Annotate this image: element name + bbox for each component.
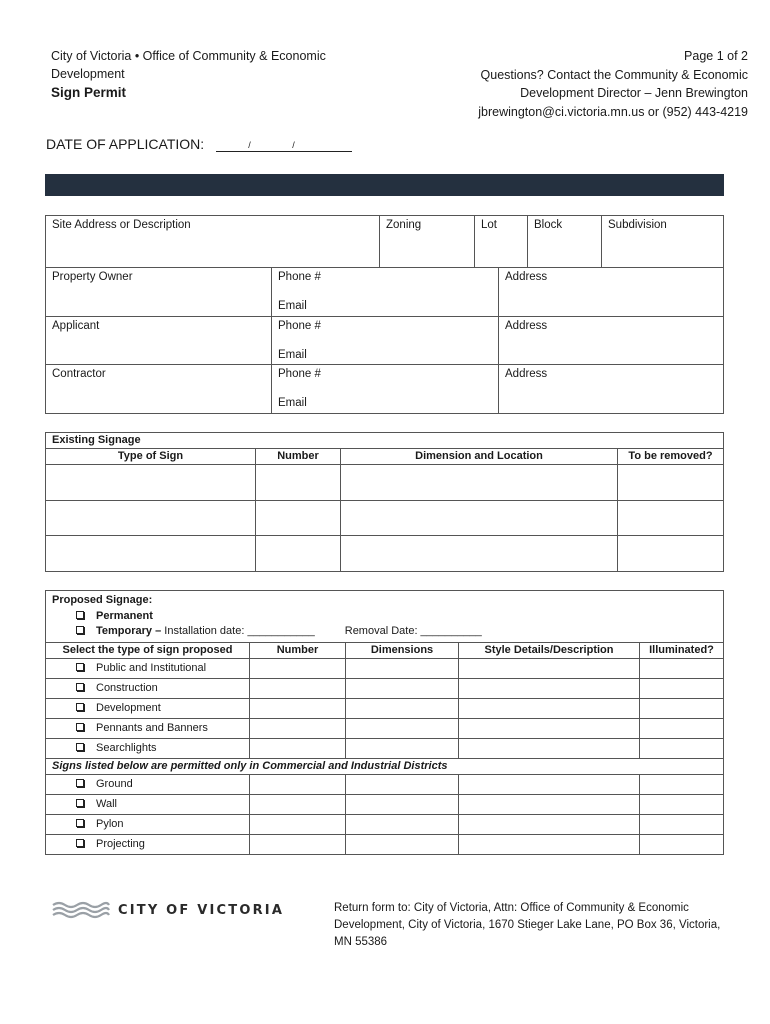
cell[interactable] [640, 678, 724, 698]
col-dimension: Dimension and Location [341, 449, 618, 465]
lot-label: Lot [481, 219, 497, 231]
sign-type-row [46, 814, 724, 834]
header-left [51, 47, 381, 102]
temporary-option[interactable] [52, 624, 717, 640]
role-field[interactable] [46, 365, 272, 414]
sign-type-label: Wall [96, 798, 117, 810]
sign-type-row [46, 718, 724, 738]
sign-type-row [46, 678, 724, 698]
cell[interactable] [250, 658, 346, 678]
return-line-3: MN 55386 [334, 936, 388, 948]
form-title: Sign Permit [51, 85, 127, 100]
removal-date[interactable]: Removal Date: __________ [344, 625, 482, 637]
col-style: Style Details/Description [459, 642, 640, 658]
cell[interactable] [459, 834, 640, 854]
date-label: DATE OF APPLICATION: [46, 136, 205, 152]
role-label: Applicant [52, 319, 100, 332]
existing-signage-table [45, 432, 724, 572]
sign-type-label: Searchlights [96, 742, 157, 754]
cell[interactable] [250, 738, 346, 758]
sign-type-option[interactable] [46, 718, 250, 738]
cell[interactable] [256, 465, 341, 501]
cell[interactable] [459, 794, 640, 814]
cell[interactable] [618, 500, 724, 536]
org-line-2: Development [51, 67, 125, 81]
cell[interactable] [640, 774, 724, 794]
cell[interactable] [346, 678, 459, 698]
cell[interactable] [618, 536, 724, 572]
contact-line-1: Questions? Contact the Community & Economic [480, 67, 748, 82]
cell[interactable] [459, 774, 640, 794]
email-label: Email [278, 300, 307, 312]
lot-field[interactable] [475, 216, 528, 268]
cell[interactable] [250, 834, 346, 854]
sign-type-label: Projecting [96, 838, 145, 850]
permanent-label: Permanent [96, 609, 153, 622]
sign-type-option[interactable] [46, 774, 250, 794]
parties-table [45, 267, 724, 414]
role-label: Property Owner [52, 271, 133, 283]
cell[interactable] [346, 738, 459, 758]
checkbox-icon[interactable] [76, 799, 84, 807]
address-label: Address [505, 271, 548, 283]
site-address-field[interactable] [46, 216, 380, 268]
district-note: Signs listed below are permitted only in Commercial and Industrial Districts [46, 758, 724, 774]
checkbox-icon[interactable] [76, 703, 84, 711]
sign-type-row [46, 658, 724, 678]
block-label: Block [534, 219, 563, 231]
checkbox-icon[interactable] [76, 723, 84, 731]
checkbox-icon[interactable] [76, 626, 84, 634]
role-field[interactable] [46, 316, 272, 365]
temporary-label: Temporary – [96, 625, 162, 637]
cell[interactable] [459, 658, 640, 678]
checkbox-icon[interactable] [76, 683, 84, 691]
cell[interactable] [459, 814, 640, 834]
address-label: Address [505, 319, 548, 332]
cell[interactable] [250, 678, 346, 698]
page-number: Page 1 of 2 [684, 49, 748, 63]
wave-logo-icon [52, 900, 110, 920]
site-address-label: Site Address or Description [52, 219, 191, 231]
col-number: Number [250, 642, 346, 658]
address-field[interactable] [499, 268, 724, 317]
cell[interactable] [640, 738, 724, 758]
contact-field[interactable] [272, 365, 499, 414]
contact-line-2: Development Director – Jenn Brewington [520, 86, 748, 100]
site-table [45, 215, 724, 268]
cell[interactable] [341, 465, 618, 501]
sign-type-option[interactable] [46, 794, 250, 814]
header-right [418, 47, 748, 121]
contact-field[interactable] [272, 316, 499, 365]
col-remove: To be removed? [618, 449, 724, 465]
org-line-1: City of Victoria • Office of Community & Economic [51, 49, 326, 63]
city-logo [52, 900, 284, 920]
checkbox-icon[interactable] [76, 611, 84, 619]
sign-type-row [46, 738, 724, 758]
cell[interactable] [618, 465, 724, 501]
cell[interactable] [346, 794, 459, 814]
permanent-option[interactable] [52, 609, 717, 625]
cell[interactable] [250, 698, 346, 718]
contact-email-phone: jbrewington@ci.victoria.mn.us or (952) 443-4219 [478, 104, 748, 119]
logo-text: CITY OF VICTORIA [118, 902, 285, 918]
email-label: Email [278, 397, 307, 409]
proposed-signage-table [45, 590, 724, 855]
cell[interactable] [346, 774, 459, 794]
col-number: Number [256, 449, 341, 465]
phone-label: Phone # [278, 319, 321, 332]
proposed-caption: Proposed Signage: [52, 594, 153, 606]
table-row [46, 500, 724, 536]
table-row [46, 465, 724, 501]
cell[interactable] [640, 718, 724, 738]
return-line-1: Return form to: City of Victoria, Attn: Office of Community & Economic [334, 902, 689, 914]
party-row [46, 365, 724, 414]
cell[interactable] [640, 658, 724, 678]
col-illuminated: Illuminated? [640, 642, 724, 658]
date-field[interactable] [216, 136, 352, 152]
sign-type-row [46, 774, 724, 794]
party-row [46, 268, 724, 317]
cell[interactable] [346, 658, 459, 678]
cell[interactable] [341, 536, 618, 572]
cell[interactable] [459, 738, 640, 758]
party-row [46, 316, 724, 365]
sign-type-label: Development [96, 702, 161, 714]
checkbox-icon[interactable] [76, 743, 84, 751]
cell[interactable] [46, 465, 256, 501]
sign-type-row [46, 794, 724, 814]
col-type: Type of Sign [46, 449, 256, 465]
cell[interactable] [459, 698, 640, 718]
cell[interactable] [341, 500, 618, 536]
subdivision-field[interactable] [602, 216, 724, 268]
return-line-2: Development, City of Victoria, 1670 Stieger Lake Lane, PO Box 36, Victoria, [334, 919, 721, 931]
address-field[interactable] [499, 316, 724, 365]
proposed-options [46, 591, 724, 643]
cell[interactable] [46, 500, 256, 536]
cell[interactable] [346, 698, 459, 718]
sign-type-option[interactable] [46, 834, 250, 854]
cell[interactable] [250, 814, 346, 834]
zoning-label: Zoning [386, 219, 422, 231]
sign-type-option[interactable] [46, 698, 250, 718]
date-sep-2: / [292, 140, 295, 150]
cell[interactable] [250, 774, 346, 794]
sign-type-label: Public and Institutional [96, 662, 207, 674]
table-row [46, 536, 724, 572]
role-field[interactable] [46, 268, 272, 317]
checkbox-icon[interactable] [76, 663, 84, 671]
contact-field[interactable] [272, 268, 499, 317]
installation-date[interactable]: Installation date: ___________ [164, 625, 315, 637]
col-dimensions: Dimensions [346, 642, 459, 658]
sign-type-label: Pennants and Banners [96, 722, 208, 734]
sign-type-label: Ground [96, 778, 133, 790]
email-label: Email [278, 348, 307, 361]
sign-type-row [46, 834, 724, 854]
subdivision-label: Subdivision [608, 219, 667, 231]
date-of-application [46, 136, 352, 152]
sign-type-option[interactable] [46, 658, 250, 678]
address-field[interactable] [499, 365, 724, 414]
role-label: Contractor [52, 368, 106, 380]
cell[interactable] [640, 834, 724, 854]
sign-type-option[interactable] [46, 678, 250, 698]
zoning-field[interactable] [380, 216, 475, 268]
checkbox-icon[interactable] [76, 819, 84, 827]
cell[interactable] [46, 536, 256, 572]
col-type: Select the type of sign proposed [46, 642, 250, 658]
checkbox-icon[interactable] [76, 779, 84, 787]
block-field[interactable] [528, 216, 602, 268]
cell[interactable] [346, 718, 459, 738]
checkbox-icon[interactable] [76, 839, 84, 847]
cell[interactable] [640, 698, 724, 718]
cell[interactable] [346, 834, 459, 854]
sign-type-option[interactable] [46, 814, 250, 834]
cell[interactable] [256, 536, 341, 572]
sign-type-label: Pylon [96, 818, 124, 830]
return-instructions [334, 900, 734, 951]
phone-label: Phone # [278, 271, 321, 283]
sign-type-row [46, 698, 724, 718]
phone-label: Phone # [278, 368, 321, 380]
sign-type-label: Construction [96, 682, 158, 694]
sign-type-option[interactable] [46, 738, 250, 758]
date-sep-1: / [248, 140, 251, 150]
section-divider-bar [45, 174, 724, 196]
cell[interactable] [250, 794, 346, 814]
cell[interactable] [346, 814, 459, 834]
cell[interactable] [640, 814, 724, 834]
existing-caption: Existing Signage [46, 433, 724, 449]
cell[interactable] [640, 794, 724, 814]
cell[interactable] [250, 718, 346, 738]
cell[interactable] [459, 678, 640, 698]
address-label: Address [505, 368, 548, 380]
cell[interactable] [459, 718, 640, 738]
cell[interactable] [256, 500, 341, 536]
